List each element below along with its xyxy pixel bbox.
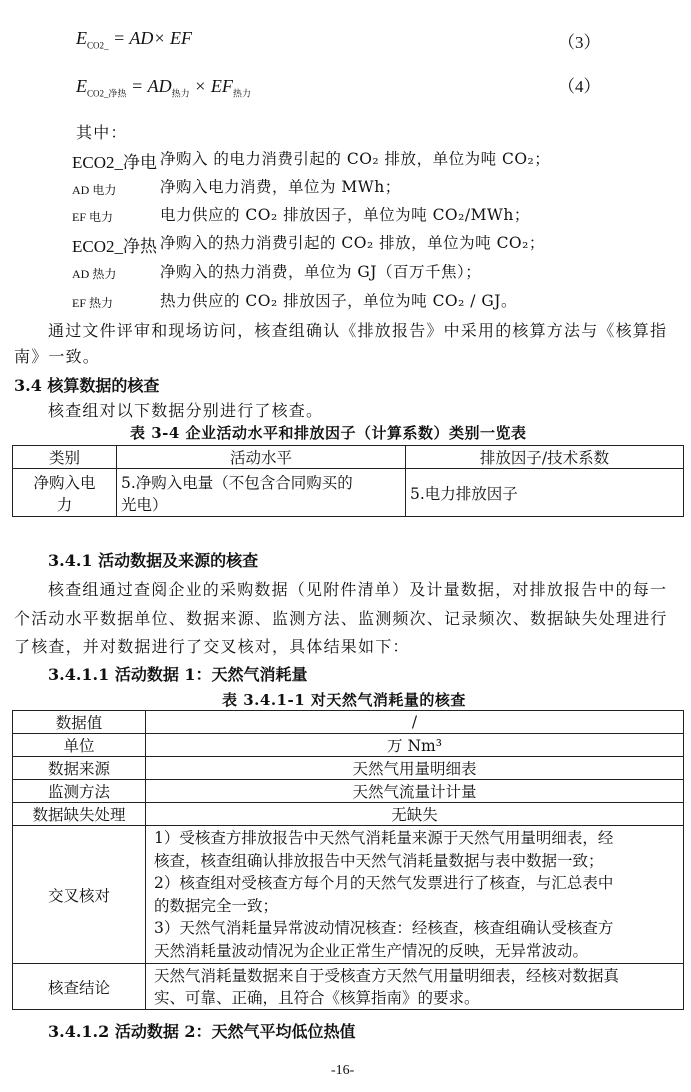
table-cell xyxy=(13,469,117,517)
section-heading-3-4-1: 3.4.1 活动数据及来源的核查 xyxy=(48,551,259,570)
cell-line: 天然消耗量波动情况为企业正常生产情况的反映，无异常波动。 xyxy=(154,941,589,960)
equation-number-3: （3） xyxy=(558,33,601,52)
cell-line: 5.净购入电量（不包含合同购买的 xyxy=(121,473,353,492)
cell-line: 1）受核查方排放报告中天然气消耗量来源于天然气用量明细表，经 xyxy=(154,829,614,847)
cell-line: 的数据完全一致； xyxy=(154,896,279,915)
definition-text: 净购入的热力消费引起的 CO₂ 排放，单位为吨 CO₂； xyxy=(160,234,545,252)
definition-text: 净购入电力消费，单位为 MWh； xyxy=(160,178,401,196)
definition-symbol: EF 电力 xyxy=(72,210,114,224)
paragraph-line: 南》一致。 xyxy=(14,347,101,366)
cell-line: 核查，核查组确认排放报告中天然气消耗量数据与表中数据一致； xyxy=(154,851,604,870)
table-3-4-1-1 xyxy=(12,710,684,1010)
page-number: -16- xyxy=(331,1063,355,1078)
cell-line: 天然气消耗量数据来自于受核查方天然气用量明细表，经核对数据真 xyxy=(154,966,620,985)
table-header: 类别 xyxy=(13,446,117,469)
section-heading-3-4-1-1: 3.4.1.1 活动数据 1：天然气消耗量 xyxy=(48,665,308,684)
row-label: 数据值 xyxy=(13,711,146,734)
row-label: 数据缺失处理 xyxy=(13,803,146,826)
cell-line: 光电） xyxy=(121,495,168,514)
formula-4-rhs-a-sub: 热力 xyxy=(171,88,190,99)
where-label: 其中： xyxy=(76,123,128,142)
formula-4-rhs-b-sub: 热力 xyxy=(232,88,251,99)
row-value: 天然气用量明细表 xyxy=(146,757,684,780)
row-label: 数据来源 xyxy=(13,757,146,780)
section-heading-3-4: 3.4 核算数据的核查 xyxy=(14,376,160,395)
definition-text: 净购入 的电力消费引起的 CO₂ 排放，单位为吨 CO₂； xyxy=(160,150,551,168)
formula-3-lhs: E xyxy=(76,28,87,48)
definition-symbol: EF 热力 xyxy=(72,296,114,310)
cell-line: 2）核查组对受核查方每个月的天然气发票进行了核查，与汇总表中 xyxy=(154,874,614,892)
row-value: 万 Nm³ xyxy=(146,734,684,757)
definition-text: 净购入的热力消费，单位为 GJ（百万千焦）； xyxy=(160,263,482,281)
formula-4-lhs-sub: CO2_净热 xyxy=(87,88,127,99)
row-value xyxy=(146,826,684,964)
equation-number-4: （4） xyxy=(558,77,601,96)
row-label: 监测方法 xyxy=(13,780,146,803)
definition-symbol: ECO2_净电 xyxy=(72,153,157,172)
table-cell: 5.电力排放因子 xyxy=(406,469,684,517)
definition-symbol: AD 电力 xyxy=(72,183,117,197)
paragraph-line: 个活动水平数据单位、数据来源、监测方法、监测频次、记录频次、数据缺失处理进行 xyxy=(14,609,668,628)
paragraph-line: 核查组对以下数据分别进行了核查。 xyxy=(48,401,324,420)
section-heading-3-4-1-2: 3.4.1.2 活动数据 2：天然气平均低位热值 xyxy=(48,1022,356,1041)
row-value: 天然气流量计计量 xyxy=(146,780,684,803)
cell-line: 力 xyxy=(56,495,73,514)
row-label: 单位 xyxy=(13,734,146,757)
cell-line: 净购入电 xyxy=(33,473,96,492)
table-header: 活动水平 xyxy=(117,446,406,469)
table-3-4 xyxy=(12,445,684,517)
formula-3-lhs-sub: CO2_ xyxy=(87,40,109,51)
formula-4-lhs: E xyxy=(76,76,87,96)
table-3-4-caption: 表 3-4 企业活动水平和排放因子（计算系数）类别一览表 xyxy=(130,424,527,442)
cell-line: 3）天然气消耗量异常波动情况核查：经核查，核查组确认受核查方 xyxy=(154,919,614,937)
formula-4-rhs-a: = AD xyxy=(131,76,172,96)
row-label: 核查结论 xyxy=(13,964,146,1010)
row-value: / xyxy=(146,711,684,734)
row-value: 无缺失 xyxy=(146,803,684,826)
formula-3-rhs: = AD× EF xyxy=(113,28,192,48)
formula-3 xyxy=(76,28,192,51)
paragraph-line: 通过文件评审和现场访问，核查组确认《排放报告》中采用的核算方法与《核算指 xyxy=(48,321,668,340)
paragraph-line: 了核查，并对数据进行了交叉核对，具体结果如下： xyxy=(14,637,410,656)
row-label: 交叉核对 xyxy=(13,826,146,964)
definition-text: 热力供应的 CO₂ 排放因子，单位为吨 CO₂ / GJ。 xyxy=(160,292,518,310)
table-header: 排放因子/技术系数 xyxy=(406,446,684,469)
row-value xyxy=(146,964,684,1010)
cell-line: 实、可靠、正确，且符合《核算指南》的要求。 xyxy=(154,988,480,1007)
formula-4 xyxy=(76,76,251,100)
definition-symbol: ECO2_净热 xyxy=(72,237,157,256)
table-cell xyxy=(117,469,406,517)
definition-symbol: AD 热力 xyxy=(72,267,117,281)
formula-4-rhs-b: × EF xyxy=(194,76,233,96)
definition-text: 电力供应的 CO₂ 排放因子，单位为吨 CO₂/MWh； xyxy=(160,206,530,224)
table-3-4-1-1-caption: 表 3.4.1-1 对天然气消耗量的核查 xyxy=(222,691,466,709)
paragraph-line: 核查组通过查阅企业的采购数据（见附件清单）及计量数据，对排放报告中的每一 xyxy=(48,580,668,599)
